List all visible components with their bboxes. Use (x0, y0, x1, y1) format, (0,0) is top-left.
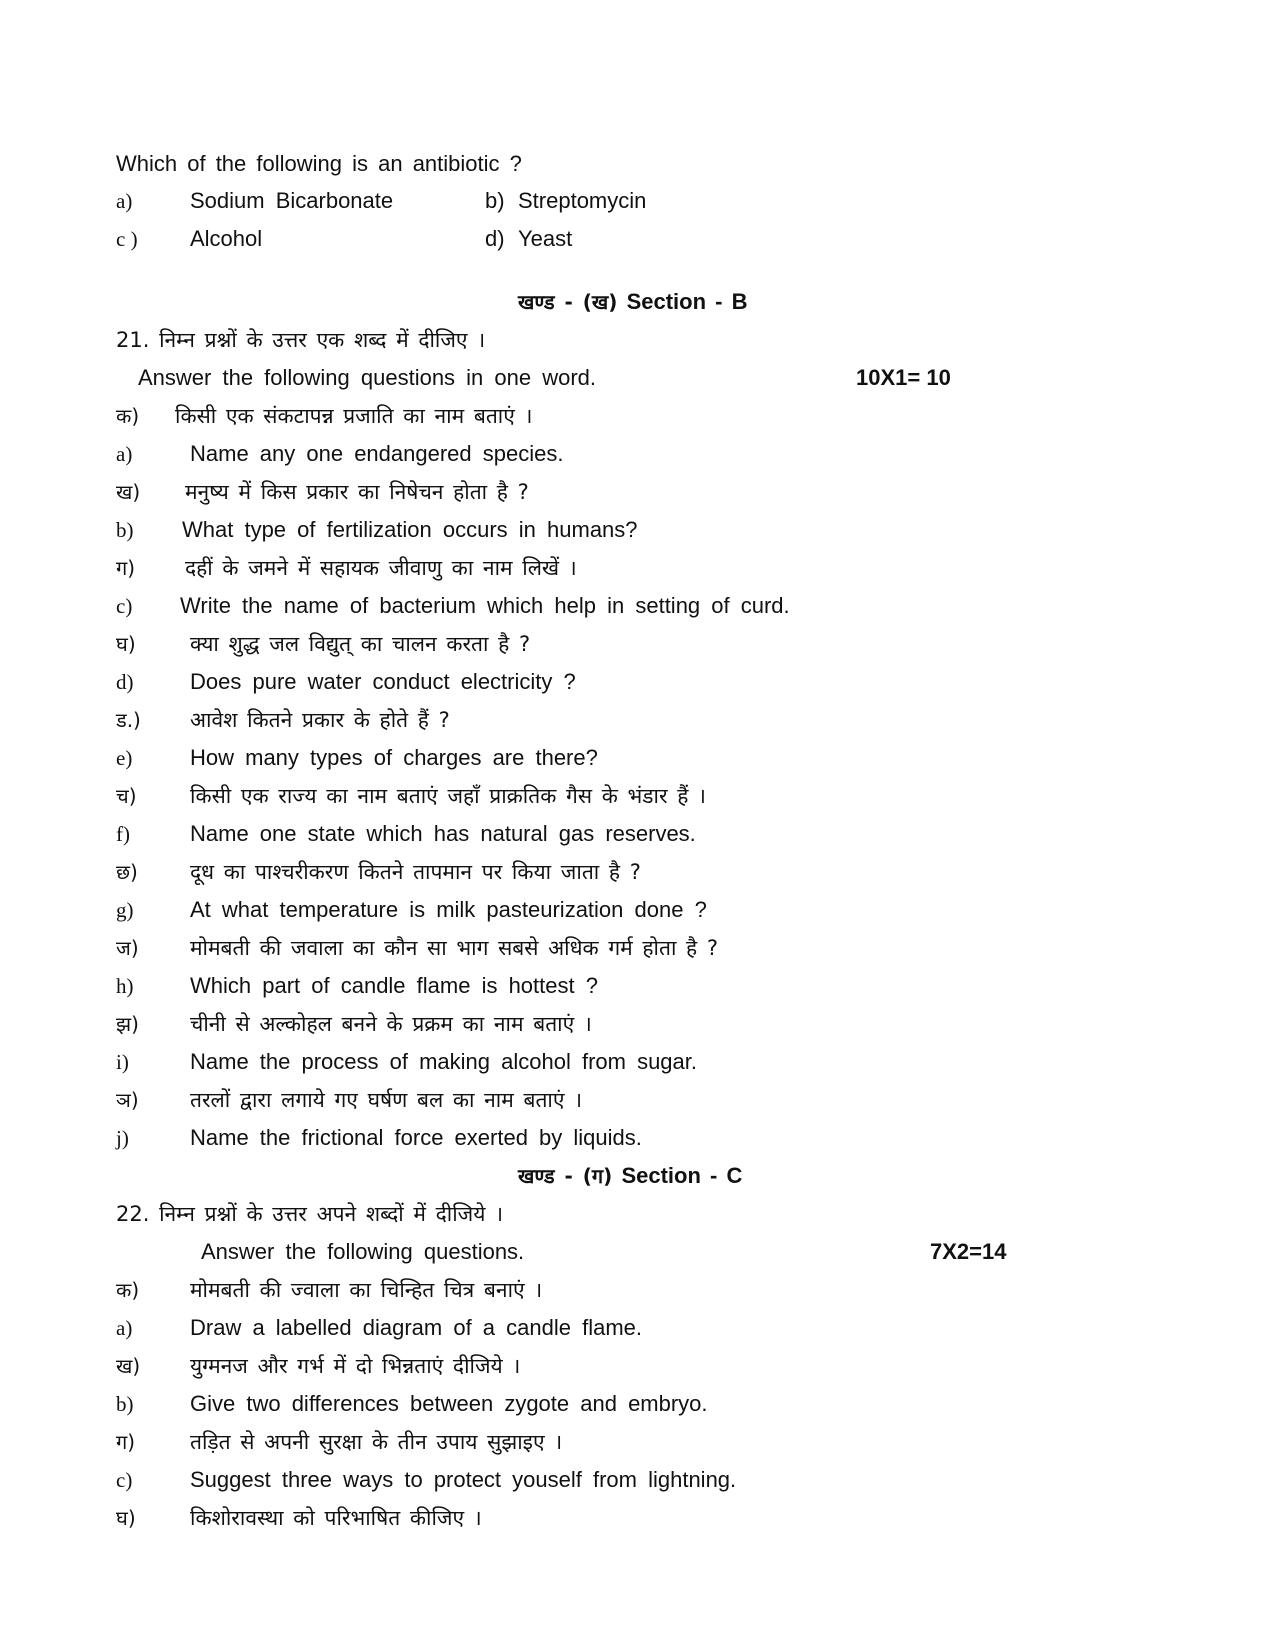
section-c-marks: 7X2=14 (930, 1239, 1007, 1264)
item-label: क) (116, 1278, 140, 1302)
item-label: i) (116, 1050, 129, 1074)
question-22-english: Answer the following questions. (201, 1239, 525, 1264)
item-hindi: मोमबती की जवाला का कौन सा भाग सबसे अधिक गर्म होता है ? (190, 936, 719, 960)
item-english: Which part of candle flame is hottest ? (190, 973, 598, 998)
item-hindi: दूध का पाश्चरीकरण कितने तापमान पर किया जाता है ? (190, 860, 641, 884)
item-label: j) (116, 1126, 129, 1150)
item-english: What type of fertilization occurs in humans? (182, 517, 638, 542)
question-21-english: Answer the following questions in one word. (138, 365, 597, 390)
item-english: Name any one endangered species. (190, 441, 564, 466)
item-label: e) (116, 746, 133, 770)
item-english: At what temperature is milk pasteurization done ? (190, 897, 707, 922)
section-b-heading-hindi: खण्ड - (ख) (518, 290, 618, 314)
item-label: छ) (116, 860, 138, 884)
item-label: घ) (116, 1506, 136, 1530)
item-label: c) (116, 1468, 133, 1492)
section-c-heading-hindi: खण्ड - (ग) (518, 1164, 613, 1188)
item-english: Name the frictional force exerted by liquids. (190, 1125, 642, 1150)
section-c-heading (518, 1161, 742, 1191)
item-label: b) (116, 518, 134, 542)
section-b-marks: 10X1= 10 (856, 365, 951, 390)
item-label: घ) (116, 632, 136, 656)
item-english: Does pure water conduct electricity ? (190, 669, 576, 694)
item-label: झ) (116, 1012, 139, 1036)
item-hindi: आवेश कितने प्रकार के होते हैं ? (190, 708, 450, 732)
item-hindi: मनुष्य में किस प्रकार का निषेचन होता है ? (185, 480, 529, 504)
item-hindi: युग्मनज और गर्भ में दो भिन्नताएं दीजिये । (190, 1354, 521, 1378)
item-label: a) (116, 1316, 133, 1340)
section-b-heading (518, 287, 747, 317)
item-label: ग) (116, 1430, 136, 1454)
item-label: f) (116, 822, 130, 846)
item-label: a) (116, 442, 133, 466)
item-label: g) (116, 898, 134, 922)
item-english: Draw a labelled diagram of a candle flame. (190, 1315, 643, 1340)
question-21-hindi: 21. निम्न प्रश्नों के उत्तर एक शब्द में दीजिए । (116, 328, 486, 352)
item-label: h) (116, 974, 134, 998)
item-hindi: तरलों द्वारा लगाये गए घर्षण बल का नाम बताएं । (190, 1088, 583, 1112)
option-text: Alcohol (190, 226, 263, 251)
item-hindi: दहीं के जमने में सहायक जीवाणु का नाम लिखें । (185, 556, 577, 580)
item-english: Write the name of bacterium which help in setting of curd. (180, 593, 790, 618)
option-text: Streptomycin (518, 188, 647, 213)
item-label: ख) (116, 1354, 141, 1378)
item-hindi: किसी एक राज्य का नाम बताएं जहाँ प्राक्रतिक गैस के भंडार हैं । (190, 784, 707, 808)
item-hindi: तड़ित से अपनी सुरक्षा के तीन उपाय सुझाइए । (190, 1430, 563, 1454)
item-english: Name the process of making alcohol from sugar. (190, 1049, 698, 1074)
item-label: ख) (116, 480, 141, 504)
item-hindi: किशोरावस्था को परिभाषित कीजिए । (190, 1506, 482, 1530)
question-text: Which of the following is an antibiotic ? (116, 151, 522, 176)
item-english: Give two differences between zygote and embryo. (190, 1391, 708, 1416)
question-22-hindi: 22. निम्न प्रश्नों के उत्तर अपने शब्दों में दीजिये । (116, 1202, 504, 1226)
option-text: Sodium Bicarbonate (190, 188, 394, 213)
item-hindi: मोमबती की ज्वाला का चिन्हित चित्र बनाएं । (190, 1278, 543, 1302)
section-c-heading-english: Section - C (621, 1163, 743, 1188)
item-label: ग) (116, 556, 136, 580)
item-label: d) (116, 670, 134, 694)
section-b-heading-english: Section - B (626, 289, 748, 314)
item-label: b) (116, 1392, 134, 1416)
option-label: a) (116, 189, 133, 213)
item-english: Suggest three ways to protect youself from lightning. (190, 1467, 737, 1492)
item-hindi: क्या शुद्ध जल विद्युत् का चालन करता है ? (190, 632, 531, 656)
item-english: How many types of charges are there? (190, 745, 598, 770)
option-label: c ) (116, 227, 138, 251)
item-label: ड.) (116, 708, 141, 732)
option-text: Yeast (518, 226, 573, 251)
item-hindi: किसी एक संकटापन्न प्रजाति का नाम बताएं । (175, 404, 533, 428)
item-english: Name one state which has natural gas reserves. (190, 821, 696, 846)
item-hindi: चीनी से अल्कोहल बनने के प्रक्रम का नाम बताएं । (190, 1012, 592, 1036)
option-label: b) (485, 188, 505, 213)
option-label: d) (485, 226, 505, 251)
item-label: च) (116, 784, 137, 808)
item-label: ज) (116, 936, 139, 960)
item-label: ञ) (116, 1088, 139, 1112)
item-label: c) (116, 594, 133, 618)
item-label: क) (116, 404, 140, 428)
